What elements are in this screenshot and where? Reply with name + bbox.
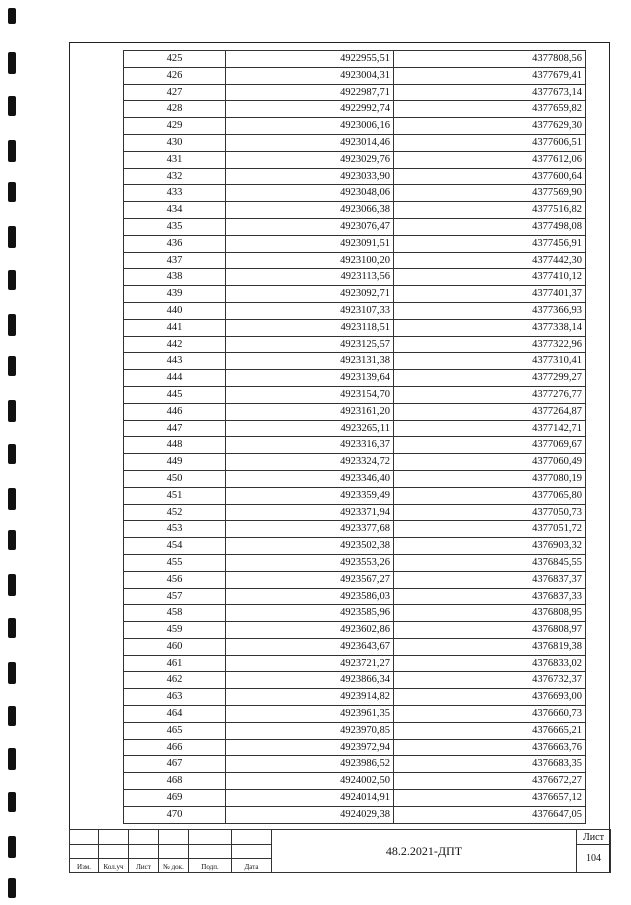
title-block-cell bbox=[70, 845, 99, 859]
x-coordinate-cell: 4923066,38 bbox=[226, 202, 394, 219]
table-row bbox=[124, 655, 586, 672]
point-number-cell: 446 bbox=[124, 403, 226, 420]
y-coordinate-cell: 4377600,64 bbox=[394, 168, 586, 185]
y-coordinate-cell: 4377299,27 bbox=[394, 370, 586, 387]
stamp-label-doc-number: № док. bbox=[159, 859, 189, 873]
y-coordinate-cell: 4377051,72 bbox=[394, 521, 586, 538]
y-coordinate-cell: 4376833,02 bbox=[394, 655, 586, 672]
table-row bbox=[124, 638, 586, 655]
point-number-cell: 439 bbox=[124, 286, 226, 303]
binding-mark bbox=[8, 792, 16, 812]
stamp-label-date: Дата bbox=[232, 859, 272, 873]
table-row bbox=[124, 722, 586, 739]
x-coordinate-cell: 4923316,37 bbox=[226, 437, 394, 454]
binding-mark bbox=[8, 314, 16, 336]
y-coordinate-cell: 4377498,08 bbox=[394, 218, 586, 235]
title-block-cell bbox=[159, 830, 189, 845]
table-row bbox=[124, 51, 586, 68]
y-coordinate-cell: 4377673,14 bbox=[394, 84, 586, 101]
point-number-cell: 461 bbox=[124, 655, 226, 672]
y-coordinate-cell: 4377050,73 bbox=[394, 504, 586, 521]
table-row bbox=[124, 806, 586, 823]
y-coordinate-cell: 4377264,87 bbox=[394, 403, 586, 420]
point-number-cell: 435 bbox=[124, 218, 226, 235]
point-number-cell: 453 bbox=[124, 521, 226, 538]
binding-mark bbox=[8, 488, 16, 510]
title-block bbox=[69, 829, 611, 873]
binding-mark bbox=[8, 226, 16, 248]
x-coordinate-cell: 4923006,16 bbox=[226, 118, 394, 135]
table-row bbox=[124, 622, 586, 639]
y-coordinate-cell: 4377276,77 bbox=[394, 386, 586, 403]
title-block-cell bbox=[232, 830, 272, 845]
x-coordinate-cell: 4923004,31 bbox=[226, 67, 394, 84]
point-number-cell: 470 bbox=[124, 806, 226, 823]
y-coordinate-cell: 4377069,67 bbox=[394, 437, 586, 454]
point-number-cell: 449 bbox=[124, 454, 226, 471]
table-row bbox=[124, 269, 586, 286]
x-coordinate-cell: 4923033,90 bbox=[226, 168, 394, 185]
x-coordinate-cell: 4923346,40 bbox=[226, 470, 394, 487]
x-coordinate-cell: 4923866,34 bbox=[226, 672, 394, 689]
y-coordinate-cell: 4377679,41 bbox=[394, 67, 586, 84]
table-row bbox=[124, 739, 586, 756]
table-row bbox=[124, 84, 586, 101]
y-coordinate-cell: 4377456,91 bbox=[394, 235, 586, 252]
x-coordinate-cell: 4923029,76 bbox=[226, 151, 394, 168]
y-coordinate-cell: 4376663,76 bbox=[394, 739, 586, 756]
table-row bbox=[124, 235, 586, 252]
y-coordinate-cell: 4376665,21 bbox=[394, 722, 586, 739]
point-number-cell: 454 bbox=[124, 538, 226, 555]
x-coordinate-cell: 4922992,74 bbox=[226, 101, 394, 118]
point-number-cell: 448 bbox=[124, 437, 226, 454]
y-coordinate-cell: 4377080,19 bbox=[394, 470, 586, 487]
x-coordinate-cell: 4923118,51 bbox=[226, 319, 394, 336]
point-number-cell: 459 bbox=[124, 622, 226, 639]
point-number-cell: 465 bbox=[124, 722, 226, 739]
table-row bbox=[124, 185, 586, 202]
point-number-cell: 466 bbox=[124, 739, 226, 756]
x-coordinate-cell: 4923014,46 bbox=[226, 134, 394, 151]
table-row bbox=[124, 118, 586, 135]
x-coordinate-cell: 4923721,27 bbox=[226, 655, 394, 672]
y-coordinate-cell: 4376808,97 bbox=[394, 622, 586, 639]
y-coordinate-cell: 4377401,37 bbox=[394, 286, 586, 303]
point-number-cell: 442 bbox=[124, 336, 226, 353]
point-number-cell: 447 bbox=[124, 420, 226, 437]
point-number-cell: 464 bbox=[124, 706, 226, 723]
title-block-cell bbox=[232, 845, 272, 859]
point-number-cell: 456 bbox=[124, 571, 226, 588]
table-row bbox=[124, 353, 586, 370]
point-number-cell: 441 bbox=[124, 319, 226, 336]
y-coordinate-cell: 4376683,35 bbox=[394, 756, 586, 773]
table-row bbox=[124, 521, 586, 538]
x-coordinate-cell: 4923048,06 bbox=[226, 185, 394, 202]
binding-mark bbox=[8, 140, 16, 162]
table-row bbox=[124, 101, 586, 118]
x-coordinate-cell: 4923986,52 bbox=[226, 756, 394, 773]
title-block-cell bbox=[129, 845, 159, 859]
title-block-cell bbox=[70, 830, 99, 845]
table-row bbox=[124, 504, 586, 521]
binding-mark bbox=[8, 706, 16, 726]
y-coordinate-cell: 4377808,56 bbox=[394, 51, 586, 68]
binding-mark bbox=[8, 574, 16, 596]
title-block-cell bbox=[189, 830, 232, 845]
point-number-cell: 451 bbox=[124, 487, 226, 504]
y-coordinate-cell: 4377065,80 bbox=[394, 487, 586, 504]
sheet-label: Лист bbox=[577, 830, 611, 845]
y-coordinate-cell: 4377060,49 bbox=[394, 454, 586, 471]
binding-mark bbox=[8, 444, 16, 464]
stamp-label-signature: Подп. bbox=[189, 859, 232, 873]
table-row bbox=[124, 538, 586, 555]
binding-mark bbox=[8, 530, 16, 550]
table-row bbox=[124, 218, 586, 235]
table-row bbox=[124, 386, 586, 403]
point-number-cell: 434 bbox=[124, 202, 226, 219]
point-number-cell: 427 bbox=[124, 84, 226, 101]
table-row bbox=[124, 151, 586, 168]
y-coordinate-cell: 4377606,51 bbox=[394, 134, 586, 151]
document-code: 48.2.2021-ДПТ bbox=[272, 830, 577, 873]
table-row bbox=[124, 571, 586, 588]
x-coordinate-cell: 4923602,86 bbox=[226, 622, 394, 639]
binding-mark bbox=[8, 662, 16, 684]
x-coordinate-cell: 4923972,94 bbox=[226, 739, 394, 756]
binding-mark bbox=[8, 52, 16, 74]
y-coordinate-cell: 4376660,73 bbox=[394, 706, 586, 723]
stamp-label-change: Изм. bbox=[70, 859, 99, 873]
x-coordinate-cell: 4924002,50 bbox=[226, 773, 394, 790]
point-number-cell: 462 bbox=[124, 672, 226, 689]
y-coordinate-cell: 4377322,96 bbox=[394, 336, 586, 353]
y-coordinate-cell: 4376657,12 bbox=[394, 790, 586, 807]
binding-mark bbox=[8, 836, 16, 858]
x-coordinate-cell: 4923125,57 bbox=[226, 336, 394, 353]
table-row bbox=[124, 437, 586, 454]
table-row bbox=[124, 403, 586, 420]
x-coordinate-cell: 4923585,96 bbox=[226, 605, 394, 622]
table-row bbox=[124, 689, 586, 706]
x-coordinate-cell: 4923154,70 bbox=[226, 386, 394, 403]
x-coordinate-cell: 4923100,20 bbox=[226, 252, 394, 269]
binding-mark bbox=[8, 96, 16, 116]
table-row bbox=[124, 319, 586, 336]
point-number-cell: 426 bbox=[124, 67, 226, 84]
x-coordinate-cell: 4923265,11 bbox=[226, 420, 394, 437]
point-number-cell: 457 bbox=[124, 588, 226, 605]
sheet-number: 104 bbox=[577, 845, 611, 873]
table-row bbox=[124, 588, 586, 605]
y-coordinate-cell: 4376845,55 bbox=[394, 554, 586, 571]
x-coordinate-cell: 4923131,38 bbox=[226, 353, 394, 370]
x-coordinate-cell: 4923091,51 bbox=[226, 235, 394, 252]
stamp-label-count: Кол.уч bbox=[99, 859, 129, 873]
x-coordinate-cell: 4922955,51 bbox=[226, 51, 394, 68]
x-coordinate-cell: 4923377,68 bbox=[226, 521, 394, 538]
y-coordinate-cell: 4377629,30 bbox=[394, 118, 586, 135]
table-row bbox=[124, 706, 586, 723]
table-row bbox=[124, 487, 586, 504]
binding-mark bbox=[8, 8, 16, 24]
y-coordinate-cell: 4377310,41 bbox=[394, 353, 586, 370]
x-coordinate-cell: 4923324,72 bbox=[226, 454, 394, 471]
stamp-label-sheet: Лист bbox=[129, 859, 159, 873]
point-number-cell: 443 bbox=[124, 353, 226, 370]
x-coordinate-cell: 4923113,56 bbox=[226, 269, 394, 286]
table-row bbox=[124, 370, 586, 387]
binding-mark bbox=[8, 356, 16, 376]
y-coordinate-cell: 4376647,05 bbox=[394, 806, 586, 823]
y-coordinate-cell: 4376808,95 bbox=[394, 605, 586, 622]
coordinates-table bbox=[123, 50, 586, 824]
point-number-cell: 433 bbox=[124, 185, 226, 202]
point-number-cell: 467 bbox=[124, 756, 226, 773]
point-number-cell: 450 bbox=[124, 470, 226, 487]
point-number-cell: 430 bbox=[124, 134, 226, 151]
x-coordinate-cell: 4923139,64 bbox=[226, 370, 394, 387]
table-row bbox=[124, 286, 586, 303]
x-coordinate-cell: 4923553,26 bbox=[226, 554, 394, 571]
table-row bbox=[124, 420, 586, 437]
y-coordinate-cell: 4377338,14 bbox=[394, 319, 586, 336]
x-coordinate-cell: 4923914,82 bbox=[226, 689, 394, 706]
table-row bbox=[124, 134, 586, 151]
binding-mark bbox=[8, 270, 16, 290]
point-number-cell: 437 bbox=[124, 252, 226, 269]
x-coordinate-cell: 4923970,85 bbox=[226, 722, 394, 739]
y-coordinate-cell: 4377569,90 bbox=[394, 185, 586, 202]
title-block-cell bbox=[99, 830, 129, 845]
table-row bbox=[124, 252, 586, 269]
coordinates-table-body bbox=[124, 51, 586, 824]
binding-mark bbox=[8, 400, 16, 422]
title-block-cell bbox=[99, 845, 129, 859]
point-number-cell: 458 bbox=[124, 605, 226, 622]
y-coordinate-cell: 4377366,93 bbox=[394, 302, 586, 319]
table-row bbox=[124, 605, 586, 622]
x-coordinate-cell: 4924029,38 bbox=[226, 806, 394, 823]
point-number-cell: 425 bbox=[124, 51, 226, 68]
table-row bbox=[124, 336, 586, 353]
table-row bbox=[124, 790, 586, 807]
y-coordinate-cell: 4377410,12 bbox=[394, 269, 586, 286]
point-number-cell: 445 bbox=[124, 386, 226, 403]
table-row bbox=[124, 302, 586, 319]
x-coordinate-cell: 4923567,27 bbox=[226, 571, 394, 588]
x-coordinate-cell: 4923502,38 bbox=[226, 538, 394, 555]
table-row bbox=[124, 67, 586, 84]
binding-mark bbox=[8, 618, 16, 638]
y-coordinate-cell: 4376837,33 bbox=[394, 588, 586, 605]
binding-mark bbox=[8, 748, 16, 770]
x-coordinate-cell: 4923643,67 bbox=[226, 638, 394, 655]
x-coordinate-cell: 4923359,49 bbox=[226, 487, 394, 504]
x-coordinate-cell: 4924014,91 bbox=[226, 790, 394, 807]
x-coordinate-cell: 4922987,71 bbox=[226, 84, 394, 101]
table-row bbox=[124, 773, 586, 790]
table-row bbox=[124, 202, 586, 219]
y-coordinate-cell: 4376732,37 bbox=[394, 672, 586, 689]
binding-mark bbox=[8, 182, 16, 202]
y-coordinate-cell: 4377142,71 bbox=[394, 420, 586, 437]
point-number-cell: 436 bbox=[124, 235, 226, 252]
y-coordinate-cell: 4377612,06 bbox=[394, 151, 586, 168]
y-coordinate-cell: 4377516,82 bbox=[394, 202, 586, 219]
point-number-cell: 469 bbox=[124, 790, 226, 807]
table-row bbox=[124, 168, 586, 185]
y-coordinate-cell: 4376672,27 bbox=[394, 773, 586, 790]
point-number-cell: 432 bbox=[124, 168, 226, 185]
x-coordinate-cell: 4923092,71 bbox=[226, 286, 394, 303]
y-coordinate-cell: 4377442,30 bbox=[394, 252, 586, 269]
title-block-cell bbox=[189, 845, 232, 859]
point-number-cell: 428 bbox=[124, 101, 226, 118]
y-coordinate-cell: 4376819,38 bbox=[394, 638, 586, 655]
y-coordinate-cell: 4376903,32 bbox=[394, 538, 586, 555]
y-coordinate-cell: 4376837,37 bbox=[394, 571, 586, 588]
title-block-cell bbox=[129, 830, 159, 845]
x-coordinate-cell: 4923076,47 bbox=[226, 218, 394, 235]
y-coordinate-cell: 4376693,00 bbox=[394, 689, 586, 706]
point-number-cell: 463 bbox=[124, 689, 226, 706]
table-row bbox=[124, 756, 586, 773]
x-coordinate-cell: 4923107,33 bbox=[226, 302, 394, 319]
point-number-cell: 468 bbox=[124, 773, 226, 790]
y-coordinate-cell: 4377659,82 bbox=[394, 101, 586, 118]
point-number-cell: 444 bbox=[124, 370, 226, 387]
point-number-cell: 429 bbox=[124, 118, 226, 135]
x-coordinate-cell: 4923161,20 bbox=[226, 403, 394, 420]
point-number-cell: 455 bbox=[124, 554, 226, 571]
point-number-cell: 438 bbox=[124, 269, 226, 286]
binding-mark bbox=[8, 878, 16, 898]
point-number-cell: 440 bbox=[124, 302, 226, 319]
x-coordinate-cell: 4923371,94 bbox=[226, 504, 394, 521]
point-number-cell: 452 bbox=[124, 504, 226, 521]
x-coordinate-cell: 4923961,35 bbox=[226, 706, 394, 723]
table-row bbox=[124, 554, 586, 571]
table-row bbox=[124, 454, 586, 471]
table-row bbox=[124, 672, 586, 689]
point-number-cell: 431 bbox=[124, 151, 226, 168]
x-coordinate-cell: 4923586,03 bbox=[226, 588, 394, 605]
title-block-cell bbox=[159, 845, 189, 859]
table-row bbox=[124, 470, 586, 487]
point-number-cell: 460 bbox=[124, 638, 226, 655]
